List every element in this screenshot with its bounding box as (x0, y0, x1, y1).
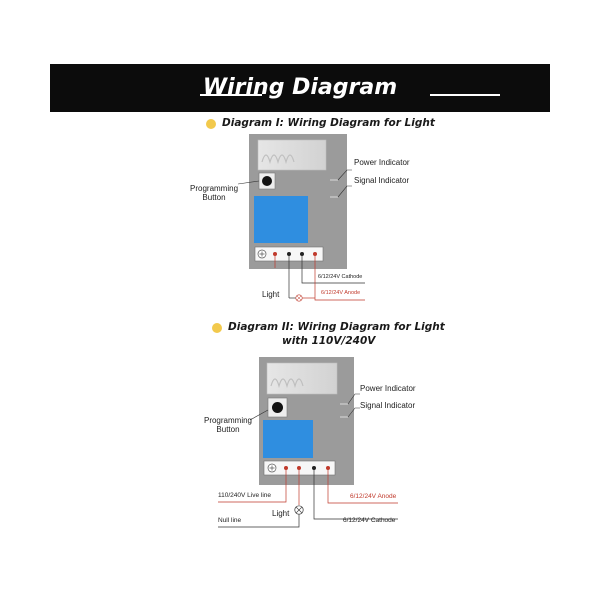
d1-signal-indicator-label: Signal Indicator (354, 176, 410, 185)
diagram-2-heading-line2: with 110V/240V (282, 335, 376, 347)
d2-programming-button-label (203, 416, 253, 434)
label-line: Programming (203, 416, 252, 425)
d2-anode-label: 6/12/24V Anode (350, 493, 397, 500)
banner-title: Wiring Diagram (202, 75, 398, 100)
d2-cathode-label: 6/12/24V Cathode (343, 517, 396, 524)
d2-signal-indicator-label: Signal Indicator (360, 401, 416, 410)
d2-live-line-label: 110/240V Live line (218, 492, 272, 499)
diagram-2-heading-line1: Diagram II: Wiring Diagram for Light (228, 321, 445, 333)
d2-null-line-label: Null line (218, 517, 242, 524)
d1-cathode-label: 6/12/24V Cathode (318, 274, 363, 280)
antenna-window (267, 363, 337, 394)
d2-light-label: Light (272, 509, 290, 518)
diagram-1-heading: Diagram I: Wiring Diagram for Light (222, 117, 435, 129)
diagram-1-device (249, 134, 347, 269)
relay-blue (263, 420, 313, 458)
d2-power-indicator-label: Power Indicator (360, 384, 416, 393)
relay-blue (254, 196, 308, 243)
label-line: Button (202, 193, 226, 202)
antenna-window (258, 140, 326, 170)
d1-anode-label: 6/12/24V Anode (321, 290, 361, 296)
label-line: Programming (190, 184, 239, 193)
label-line: Button (216, 425, 240, 434)
d1-power-indicator-label: Power Indicator (354, 158, 410, 167)
programming-button-icon (272, 402, 283, 413)
diagram-2-device (259, 357, 354, 485)
d1-programming-button-label (190, 184, 238, 202)
programming-button-icon (262, 176, 272, 186)
d1-light-label: Light (262, 290, 280, 299)
